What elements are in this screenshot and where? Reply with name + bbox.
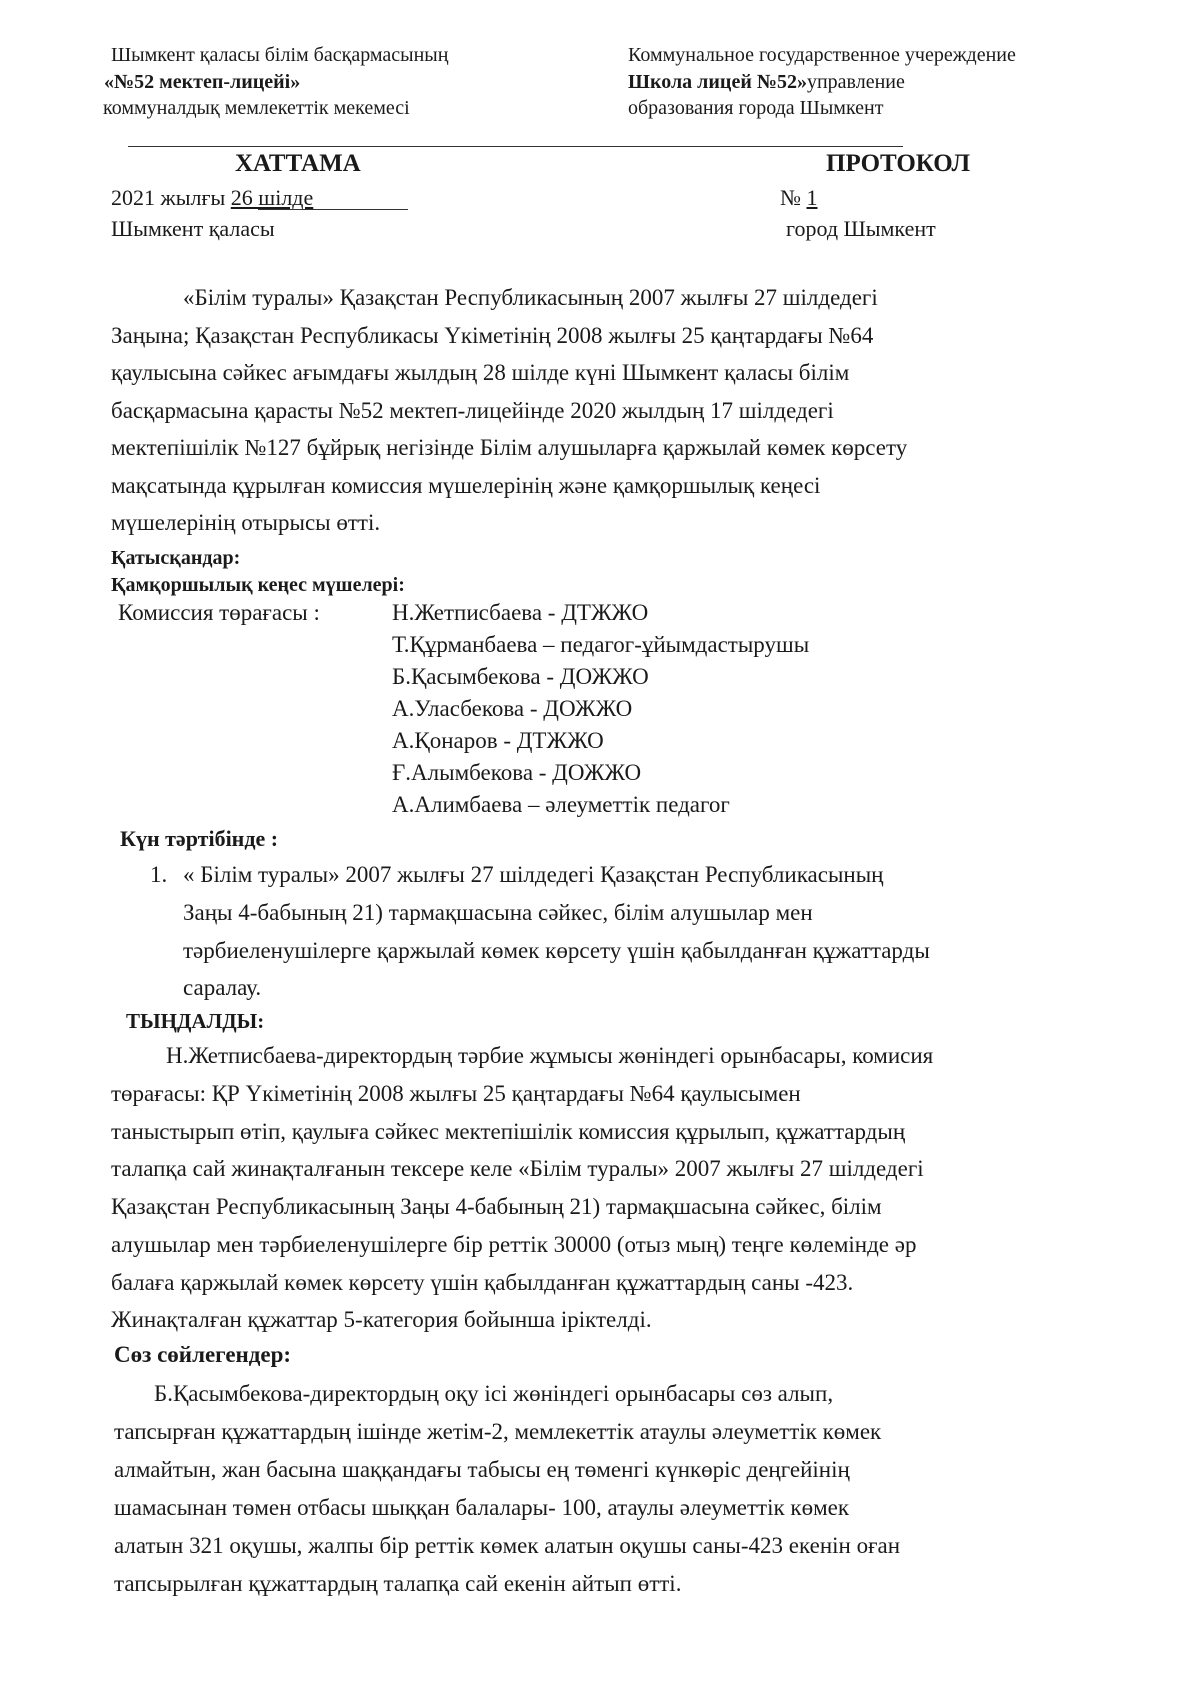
intro-line-2: Заңына; Қазақстан Республикасы Үкіметінің 2008 жылғы 25 қаңтардағы №64 (111, 323, 874, 348)
title-kz: ХАТТАМА (235, 150, 361, 177)
intro-line-1: «Білім туралы» Қазақстан Республикасының 2007 жылғы 27 шілдедегі (183, 285, 878, 310)
heard-heading: ТЫҢДАЛДЫ: (126, 1009, 265, 1033)
speakers-line-1: Б.Қасымбекова-директордың оқу ісі жөніндегі орынбасары сөз алып, (154, 1381, 834, 1406)
heard-line-6: алушылар мен тәрбиеленушілерге бір реттік 30000 (отыз мың) теңге көлемінде әр (111, 1232, 917, 1257)
heard-line-1: Н.Жетписбаева-директордың тәрбие жұмысы жөніндегі орынбасары, комисия (166, 1043, 934, 1068)
agenda-line-4: саралау. (183, 975, 262, 1000)
heard-line-4: талапқа сай жинақталғанын тексере келе «Білім туралы» 2007 жылғы 27 шілдедегі (111, 1156, 924, 1181)
member-4: А.Уласбекова - ДОЖЖО (392, 696, 633, 721)
agenda-line-3: тәрбиеленушілерге қаржылай көмек көрсету үшін қабылданған құжаттарды (183, 938, 930, 963)
heard-line-2: төрағасы: ҚР Үкіметінің 2008 жылғы 25 қаңтардағы №64 қаулысымен (111, 1081, 801, 1106)
agenda-line-1: « Білім туралы» 2007 жылғы 27 шілдедегі Қазақстан Республикасының (183, 862, 884, 887)
heard-line-7: балаға қаржылай көмек көрсету үшін қабылданған құжаттардың саны -423. (111, 1270, 854, 1295)
speakers-line-4: шамасынан төмен отбасы шыққан балалары- 100, атаулы әлеуметтік көмек (114, 1495, 850, 1520)
intro-line-6: мақсатында құрылған комиссия мүшелерінің және қамқоршылық кеңесі (111, 473, 821, 498)
date-prefix: 2021 жылғы (111, 185, 231, 210)
header-right-dept: управление (806, 71, 905, 93)
intro-line-4: басқармасына қарасты №52 мектеп-лицейінде 2020 жылдың 17 шілдедегі (111, 398, 834, 423)
agenda-item-number: 1. (150, 862, 168, 887)
number-value: 1 (806, 185, 818, 210)
header-right-line3: образования города Шымкент (628, 97, 884, 119)
date-day: 26 шілде (230, 185, 314, 210)
header-left-line2: «№52 мектеп-лицейі» (104, 71, 301, 93)
member-7: А.Алимбаева – әлеуметтік педагог (392, 792, 730, 817)
date-underline (258, 209, 408, 210)
heard-line-3: таныстырып өтіп, қаулыға сәйкес мектепішілік комиссия құрылып, құжаттардың (111, 1119, 906, 1144)
member-2: Т.Құрманбаева – педагог-ұйымдастырушы (392, 632, 810, 657)
member-6: Ғ.Алымбекова - ДОЖЖО (392, 760, 642, 785)
number-prefix: № (780, 185, 807, 210)
chair-label: Комиссия төрағасы : (118, 600, 320, 625)
header-right-school: Школа лицей №52» (628, 71, 807, 93)
speakers-line-2: тапсырған құжаттардың ішінде жетім-2, мемлекеттік атаулы әлеуметтік көмек (114, 1419, 882, 1444)
speakers-line-5: алатын 321 оқушы, жалпы бір реттік көмек алатын оқушы саны-423 екенін оған (114, 1533, 901, 1558)
intro-line-7: мүшелерінің отырысы өтті. (111, 510, 381, 535)
member-5: А.Қонаров - ДТЖЖО (392, 728, 604, 753)
heard-line-5: Қазақстан Республикасының Заңы 4-бабының 21) тармақшасына сәйкес, білім (111, 1194, 882, 1219)
agenda-heading: Күн тәртібінде : (120, 826, 279, 851)
protocol-number (780, 185, 818, 211)
header-left-line3: коммуналдық мемлекеттік мекемесі (103, 97, 410, 119)
header-left-line1: Шымкент қаласы білім басқармасының (111, 44, 449, 66)
participants-heading: Қатысқандар: (111, 547, 241, 569)
header-right-line1: Коммунальное государственное учереждение (628, 44, 1016, 66)
intro-line-5: мектепішілік №127 бұйрық негізінде Білім алушыларға қаржылай көмек көрсету (111, 435, 908, 460)
speakers-line-3: алмайтын, жан басына шаққандағы табысы ең төменгі күнкөріс деңгейінің (114, 1457, 850, 1482)
city-kz: Шымкент қаласы (111, 216, 275, 241)
heard-line-8: Жинақталған құжаттар 5-категория бойынша іріктелді. (111, 1307, 652, 1332)
speakers-heading: Сөз сөйлегендер: (114, 1342, 292, 1367)
header-right-line2 (628, 69, 905, 95)
title-ru: ПРОТОКОЛ (826, 150, 971, 177)
member-3: Б.Қасымбекова - ДОЖЖО (392, 664, 649, 689)
speakers-line-6: тапсырылған құжаттардың талапқа сай екенін айтып өтті. (114, 1571, 682, 1596)
member-1: Н.Жетписбаева - ДТЖЖО (392, 600, 649, 625)
intro-line-3: қаулысына сәйкес ағымдағы жылдың 28 шілде күні Шымкент қаласы білім (111, 360, 850, 385)
city-ru: город Шымкент (786, 216, 936, 241)
header-divider (128, 146, 903, 147)
board-heading: Қамқоршылық кеңес мүшелері: (111, 574, 405, 596)
date (111, 185, 313, 211)
agenda-line-2: Заңы 4-бабының 21) тармақшасына сәйкес, білім алушылар мен (183, 900, 813, 925)
